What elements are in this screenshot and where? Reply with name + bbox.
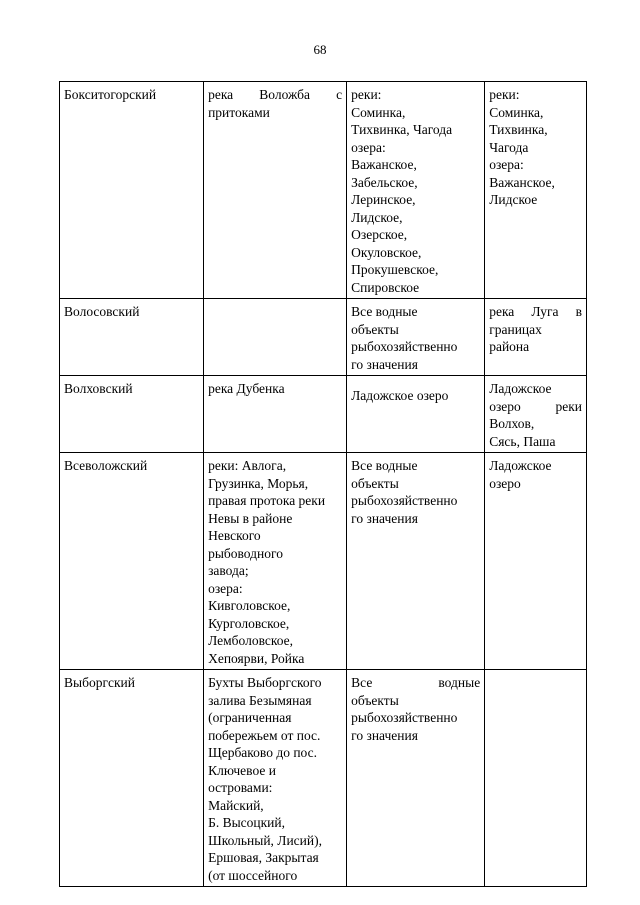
cell-line: Сясь, Паша <box>489 433 556 449</box>
cell-line: Соминка, <box>351 104 406 120</box>
cell-col2 <box>347 82 485 299</box>
cell-line: Грузинка, Морья, <box>208 475 309 491</box>
cell-line: Бухты Выборгского <box>208 675 322 690</box>
cell-line: Леринское, <box>351 192 416 207</box>
district-name: Всеволожский <box>64 458 148 473</box>
cell-line: Школьный, Лисий), <box>208 832 322 848</box>
cell-line: района <box>489 339 530 354</box>
cell-line: Лемболовское, <box>208 633 294 648</box>
cell-line: Ершовая, Закрытая <box>208 850 319 865</box>
cell-line: го значения <box>351 510 418 526</box>
district-cell <box>60 299 204 376</box>
word: река <box>489 304 515 319</box>
district-name: Бокситогорский <box>64 87 157 102</box>
cell-line: Тихвинка, <box>489 122 548 137</box>
cell-line <box>489 303 582 321</box>
cell-line: границах <box>489 321 542 337</box>
cell-line: рыбоводного <box>208 545 283 561</box>
cell-line: правая протока реки <box>208 493 326 508</box>
cell-col2 <box>347 453 485 670</box>
cell-line <box>351 674 480 692</box>
district-name: Выборгский <box>64 675 135 690</box>
cell-line: Все водные <box>351 304 418 319</box>
cell-line: озера: <box>208 580 243 596</box>
cell-col1 <box>204 82 347 299</box>
cell-line: Лидское <box>489 192 538 207</box>
cell-line: Тихвинка, Чагода <box>351 122 453 137</box>
cell-line: Волхов, <box>489 416 535 431</box>
word: озеро <box>489 398 521 414</box>
cell-line: озеро <box>489 475 521 491</box>
district-name: Волосовский <box>64 304 140 319</box>
cell-line <box>208 86 342 104</box>
cell-line: Все водные <box>351 458 418 473</box>
table-row <box>60 376 587 453</box>
cell-col1 <box>204 670 347 887</box>
cell-line: реки: Авлога, <box>208 458 287 473</box>
cell-line: Б. Высоцкий, <box>208 815 286 830</box>
cell-line: Ладожское <box>489 458 552 473</box>
cell-col2 <box>347 376 485 453</box>
cell-line: (ограниченная <box>208 710 292 725</box>
cell-line: Майский, <box>208 797 264 813</box>
table-row <box>60 82 587 299</box>
district-cell <box>60 376 204 453</box>
word: река <box>208 87 234 102</box>
cell-line: островами: <box>208 780 273 795</box>
cell-line: Озерское, <box>351 227 408 242</box>
cell-line: рыбохозяйственно <box>351 339 458 354</box>
cell-col3 <box>485 299 587 376</box>
cell-line: реки: <box>489 87 520 102</box>
table-row <box>60 299 587 376</box>
cell-line: Важанское, <box>489 174 555 190</box>
cell-line: Хепоярви, Ройка <box>208 650 305 666</box>
word: в <box>575 304 582 319</box>
word: водные <box>438 675 481 690</box>
cell-line: реки: <box>351 87 382 102</box>
cell-line: река Дубенка <box>208 381 285 396</box>
cell-line: побережьем от пос. <box>208 727 321 743</box>
word: Воложба <box>259 87 311 102</box>
word: реки <box>555 398 582 414</box>
page-number: 68 <box>313 42 327 57</box>
cell-col2 <box>347 670 485 887</box>
cell-line: озера: <box>489 157 524 172</box>
cell-line: Курголовское, <box>208 615 290 631</box>
cell-line: Чагода <box>489 139 529 155</box>
district-cell <box>60 82 204 299</box>
cell-line: Забельское, <box>351 174 418 190</box>
cell-line: Ладожское <box>489 381 552 396</box>
cell-col1 <box>204 453 347 670</box>
cell-line: объекты <box>351 692 399 708</box>
cell-col3 <box>485 376 587 453</box>
cell-line: (от шоссейного <box>208 867 298 883</box>
cell-line: Лидское, <box>351 209 403 225</box>
water-bodies-table <box>59 81 587 887</box>
cell-line: рыбохозяйственно <box>351 493 458 508</box>
cell-col1 <box>204 299 347 376</box>
cell-line: озера: <box>351 139 386 155</box>
word: Луга <box>531 304 559 319</box>
cell-line: Кивголовское, <box>208 598 291 613</box>
cell-line: го значения <box>351 727 418 743</box>
cell-col1 <box>204 376 347 453</box>
cell-line: Ключевое и <box>208 762 276 778</box>
cell-line: Невы в районе <box>208 510 293 526</box>
cell-line: залива Безымяная <box>208 692 312 708</box>
word: с <box>336 87 343 102</box>
cell-col2 <box>347 299 485 376</box>
cell-col3 <box>485 82 587 299</box>
cell-line: Соминка, <box>489 104 544 120</box>
cell-line: Окуловское, <box>351 244 422 260</box>
cell-line: притоками <box>208 104 270 120</box>
cell-line: Невского <box>208 528 261 543</box>
district-cell <box>60 453 204 670</box>
cell-line: Прокушевское, <box>351 262 439 277</box>
table-row <box>60 670 587 887</box>
cell-line: завода; <box>208 563 249 578</box>
cell-line: объекты <box>351 321 399 337</box>
cell-line <box>489 398 582 416</box>
cell-line: го значения <box>351 356 418 372</box>
district-cell <box>60 670 204 887</box>
cell-line: Спировское <box>351 279 420 295</box>
cell-col3 <box>485 453 587 670</box>
cell-line: рыбохозяйственно <box>351 710 458 725</box>
word: Все <box>351 675 373 690</box>
table-row <box>60 453 587 670</box>
cell-line: Важанское, <box>351 157 417 172</box>
cell-line: Щербаково до пос. <box>208 745 318 760</box>
cell-line: Ладожское озеро <box>351 388 449 403</box>
cell-line: объекты <box>351 475 399 491</box>
cell-col3 <box>485 670 587 887</box>
district-name: Волховский <box>64 381 133 396</box>
